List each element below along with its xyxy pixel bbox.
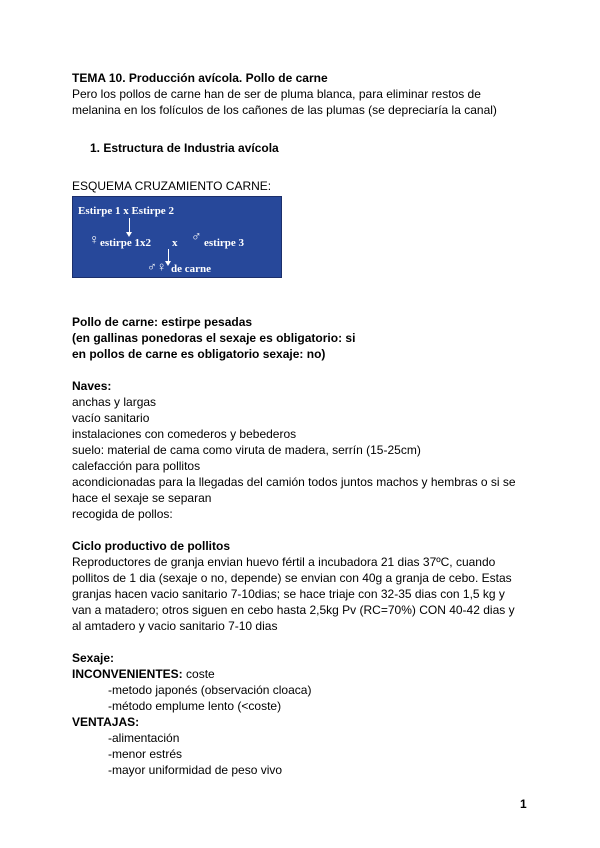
arrow-down-icon xyxy=(168,249,169,262)
naves-item: instalaciones con comederos y bebederos xyxy=(72,427,297,441)
page-number: 1 xyxy=(520,797,527,811)
ciclo-line: van a matadero; otros siguen en cebo hasta 2,5kg Pv (RC=70%) CON 40-42 dias y xyxy=(72,603,515,617)
naves-item: calefacción para pollitos xyxy=(72,459,201,473)
arrow-down-icon xyxy=(129,218,130,233)
naves-item: recogida de pollos: xyxy=(72,507,173,521)
section-heading: 1. Estructura de Industria avícola xyxy=(90,141,279,155)
intro-line: Pero los pollos de carne han de ser de pluma blanca, para eliminar restos de xyxy=(72,87,481,101)
document-page xyxy=(72,70,542,778)
page-title: TEMA 10. Producción avícola. Pollo de carne xyxy=(72,71,328,85)
female-symbol-icon: ♀ xyxy=(89,233,100,248)
pollo-line: en pollos de carne es obligatorio sexaje: no) xyxy=(72,347,326,361)
diagram-line-3: de carne xyxy=(171,263,212,275)
naves-item: anchas y largas xyxy=(72,395,157,409)
inconvenientes-item: -metodo japonés (observación cloaca) xyxy=(108,683,312,697)
ciclo-line: pollitos de 1 dia (sexaje o no, depende) se envian con 40g a granja de cebo. Estas xyxy=(72,571,512,585)
naves-item: suelo: material de cama como viruta de madera, serrín (15-25cm) xyxy=(72,443,421,457)
male-female-symbol-icon: ♂♀ xyxy=(147,259,167,274)
ventajas-item: -menor estrés xyxy=(108,747,183,761)
inconvenientes-line xyxy=(72,666,542,682)
naves-item: acondicionadas para la llegadas del camión todos juntos machos y hembras o si se xyxy=(72,475,516,489)
ciclo-line: granjas hacen vacio sanitario 7-10dias; se hace triaje con 32-35 dias con 1,5 kg y xyxy=(72,587,505,601)
diagram-line-2a: estirpe 1x2 xyxy=(100,237,152,249)
ventajas-label: VENTAJAS: xyxy=(72,715,140,729)
naves-heading: Naves: xyxy=(72,379,112,393)
diagram-line-1: Estirpe 1 x Estirpe 2 xyxy=(78,205,174,217)
inconvenientes-item: -método emplume lento (<coste) xyxy=(108,699,282,713)
pollo-line: (en gallinas ponedoras el sexaje es obligatorio: si xyxy=(72,331,356,345)
ventajas-item: -alimentación xyxy=(108,731,180,745)
inconvenientes-value: coste xyxy=(182,667,215,681)
inconvenientes-label: INCONVENIENTES: xyxy=(72,667,183,681)
ciclo-line: Reproductores de granja envian huevo fértil a incubadora 21 dias 37ºC, cuando xyxy=(72,555,496,569)
ciclo-heading: Ciclo productivo de pollitos xyxy=(72,539,231,553)
pollo-line: Pollo de carne: estirpe pesadas xyxy=(72,315,253,329)
crossbreeding-diagram xyxy=(72,196,282,278)
intro-line: melanina en los folículos de los cañones de las plumas (se depreciaría la canal) xyxy=(72,103,497,117)
male-symbol-icon: ♂ xyxy=(191,230,202,245)
diagram-cross: x xyxy=(172,237,178,249)
ventajas-item: -mayor uniformidad de peso vivo xyxy=(108,763,283,777)
esquema-label: ESQUEMA CRUZAMIENTO CARNE: xyxy=(72,179,272,193)
naves-item: hace el sexaje se separan xyxy=(72,491,212,505)
naves-item: vacío sanitario xyxy=(72,411,150,425)
sexaje-heading: Sexaje: xyxy=(72,651,115,665)
ciclo-line: al amtadero y vacio sanitario 7-10 dias xyxy=(72,619,278,633)
diagram-line-2b: estirpe 3 xyxy=(204,237,245,249)
